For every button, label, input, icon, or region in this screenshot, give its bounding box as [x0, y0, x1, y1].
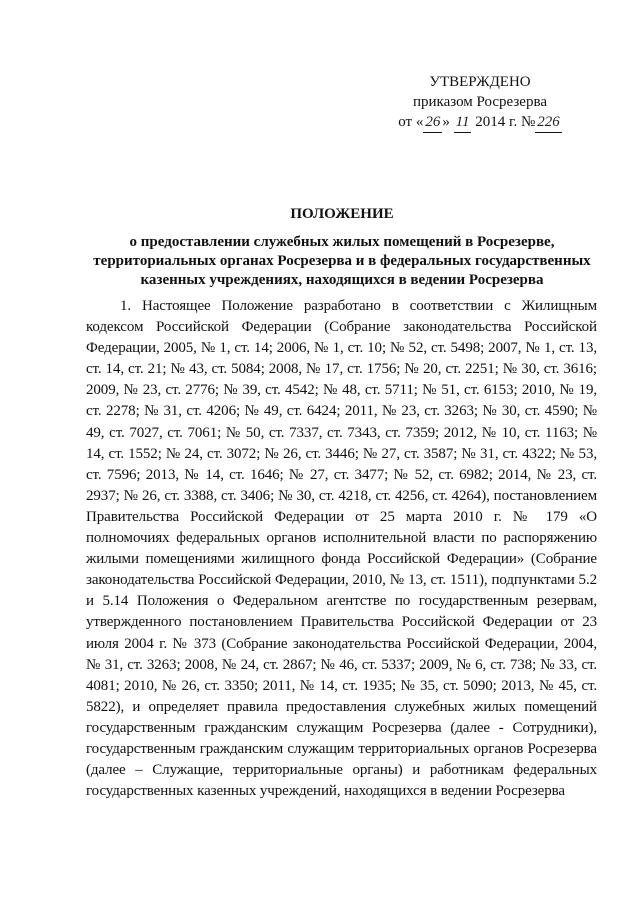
approval-heading: УТВЕРЖДЕНО	[429, 74, 531, 90]
title-sub-line-2: территориальных органах Росрезерва и в федеральных государственных	[93, 253, 591, 269]
title-sub-line-3: казенных учреждениях, находящихся в ведении Росрезерва	[140, 272, 544, 288]
handwritten-order-number: 226	[535, 112, 562, 133]
handwritten-month: 11	[454, 112, 472, 133]
paragraph-1: 1. Настоящее Положение разработано в соответствии с Жилищным кодексом Российской Федерации (Собрание законодательства Российской Федерации, 2005, № 1, ст. 14; 2006, № 1, ст. 10; № 52, ст. 5498; 2007, № 1, ст. 13, ст. 14, ст. 21; № 43, ст. 5084; 2008, № 17, ст. 1756; № 20, ст. 2251; № 30, ст. 3616; 2009, № 23, ст. 2776; № 39, ст. 4542; № 48, ст. 5711; № 51, ст. 6153; 2010, № 19, ст. 2278; № 31, ст. 4206; № 49, ст. 6424; 2011, № 23, ст. 3263; № 30, ст. 4590; № 49, ст. 7027, ст. 7061; № 50, ст. 7337, ст. 7343, ст. 7359; 2012, № 10, ст. 1163; № 14, ст. 1552; № 24, ст. 3072; № 26, ст. 3446; № 27, ст. 3587; № 31, ст. 4322; № 53, ст. 7596; 2013, № 14, ст. 1646; № 27, ст. 3477; № 52, ст. 6982; 2014, № 23, ст. 2937; № 26, ст. 3388, ст. 3406; № 30, ст. 4218, ст. 4256, ст. 4264), постановлением Правительства Российской Федерации от 25 марта 2010 г. № 179 «О полномочиях федеральных органов исполнительной власти по распоряжению жилыми помещениями жилищного фонда Российской Федерации» (Собрание законодательства Российской Федерации, 2010, № 13, ст. 1511), подпунктами 5.2 и 5.14 Положения о Федеральном агентстве по государственным резервам, утвержденного постановлением Правительства Российской Федерации от 23 июля 2004 г. № 373 (Собрание законодательства Российской Федерации, 2004, № 31, ст. 3263; 2008, № 24, ст. 2867; № 46, ст. 5337; 2009, № 6, ст. 738; № 33, ст. 4081; 2010, № 26, ст. 3350; 2011, № 14, ст. 1935; № 35, ст. 5090; 2013, № 45, ст. 5822), и определяет правила предоставления служебных жилых помещений государственным гражданским служащим Росрезерва (далее - Сотрудники), государственным гражданским служащим территориальных органов Росрезерва (далее – Служащие, территориальные органы) и работникам федеральных государственных казенных учреждений, находящихся в ведении Росрезерва	[86, 298, 597, 800]
date-mid: »	[442, 114, 450, 130]
title-main: ПОЛОЖЕНИЕ	[290, 206, 394, 222]
approval-order-text: приказом Росрезерва	[412, 94, 548, 110]
date-year: 2014 г. №	[475, 114, 536, 130]
approval-date-line	[360, 112, 600, 133]
document-title	[82, 205, 602, 290]
title-sub-line-1: о предоставлении служебных жилых помещений в Росрезерве,	[129, 234, 555, 250]
handwritten-day: 26	[423, 112, 442, 133]
approval-stamp	[360, 72, 600, 133]
date-prefix: от «	[398, 114, 424, 130]
